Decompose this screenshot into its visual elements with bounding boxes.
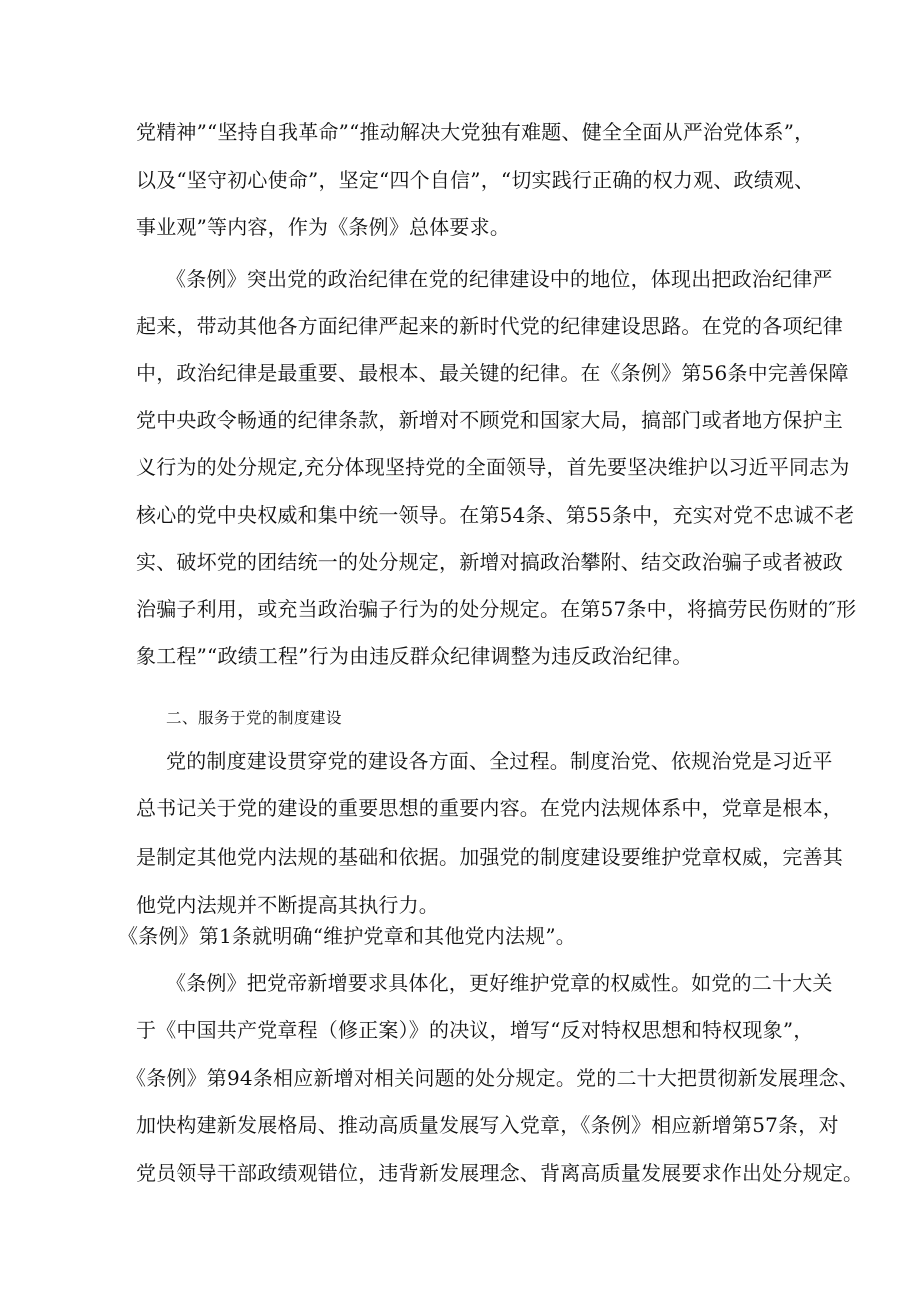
paragraph-2-line-8: 治骗子利用，或充当政治骗子行为的处分规定。在第57条中，将搞劳民伤财的″形	[136, 597, 857, 621]
paragraph-2-line-6: 核心的党中央权威和集中统一领导。在第54条、第55条中，充实对党不忠诚不老	[136, 503, 855, 527]
paragraph-4-line-1: 《条例》把党帝新增要求具体化，更好维护党章的权威性。如党的二十大关	[166, 971, 833, 995]
paragraph-1-line-3: 事业观”等内容，作为《条例》总体要求。	[136, 215, 511, 239]
paragraph-3-line-4: 他党内法规并不断提高其执行力。	[136, 893, 439, 917]
paragraph-1-line-1: 党精神”“坚持自我革命”“推动解决大党独有难题、健全全面从严治党体系”，	[136, 120, 815, 144]
section-heading: 二、服务于党的制度建设	[166, 709, 343, 727]
paragraph-2-line-9: 象工程”“政绩工程”行为由违反群众纪律调整为违反政治纪律。	[136, 644, 693, 668]
paragraph-1-line-2: 以及“坚守初心使命”，坚定“四个自信”，“切实践行正确的权力观、政绩观、	[136, 168, 815, 192]
paragraph-2-line-3: 中，政治纪律是最重要、最根本、最关键的纪律。在《条例》第56条中完善保障	[136, 361, 849, 385]
paragraph-2-line-4: 党中央政令畅通的纪律条款，新增对不顾党和国家大局，搞部门或者地方保护主	[136, 408, 843, 432]
paragraph-2-line-1: 《条例》突出党的政治纪律在党的纪律建设中的地位，体现出把政治纪律严	[166, 267, 833, 291]
paragraph-3-line-2: 总书记关于党的建设的重要思想的重要内容。在党内法规体系中，党章是根本，	[136, 796, 843, 820]
paragraph-3-line-5: 《条例》第1条就明确“维护党章和其他党内法规”。	[118, 924, 576, 948]
paragraph-2-line-7: 实、破坏党的团结统一的处分规定，新增对搞政治攀附、结交政治骗子或者被政	[136, 550, 843, 574]
paragraph-2-line-5: 义行为的处分规定,充分体现坚持党的全面领导，首先要坚决维护以习近平同志为	[136, 455, 850, 479]
paragraph-4-line-4: 加快构建新发展格局、推动高质量发展写入党章，《条例》相应新增第57条，对	[136, 1113, 839, 1137]
paragraph-4-line-2: 于《中国共产党章程（修正案）》的决议，增写“反对特权思想和特权现象”，	[136, 1018, 814, 1042]
paragraph-4-line-5: 党员领导干部政绩观错位，违背新发展理念、背离高质量发展要求作出处分规定。	[136, 1161, 864, 1185]
paragraph-4-line-3: 《条例》第94条相应新增对相关问题的处分规定。党的二十大把贯彻新发展理念、	[126, 1066, 859, 1090]
paragraph-3-line-1: 党的制度建设贯穿党的建设各方面、全过程。制度治党、依规治党是习近平	[166, 749, 833, 773]
paragraph-3-line-3: 是制定其他党内法规的基础和依据。加强党的制度建设要维护党章权威，完善其	[136, 845, 843, 869]
paragraph-2-line-2: 起来，带动其他各方面纪律严起来的新时代党的纪律建设思路。在党的各项纪律	[136, 314, 843, 338]
